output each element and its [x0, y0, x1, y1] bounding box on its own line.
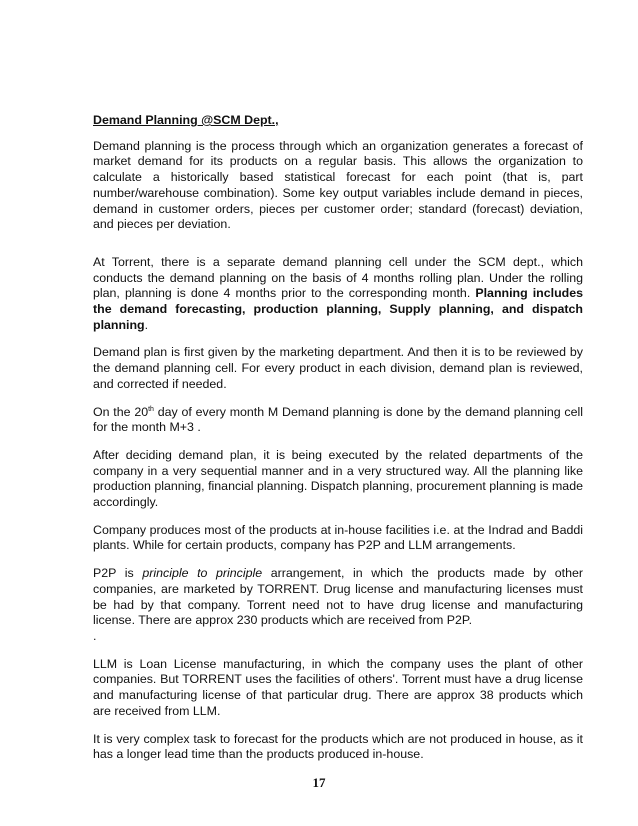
ordinal-superscript: th	[148, 405, 154, 413]
paragraph-text: day of every month M Demand planning is done by the demand planning cell for the month M+3 .	[93, 404, 584, 435]
paragraph-text: On the 20	[93, 404, 149, 419]
paragraph-monthly-schedule	[93, 405, 583, 436]
paragraph-in-house-facilities: Company produces most of the products at in-house facilities i.e. at the Indrad and Baddi plants. While for certain products, company has P2P and LLM arrangements.	[93, 522, 583, 553]
paragraph-text: P2P is	[93, 566, 143, 581]
paragraph-marketing-review: Demand plan is first given by the marketing department. And then it is to be reviewed by the demand planning cell. For every product in each division, demand plan is reviewed, and corrected if needed.	[93, 345, 583, 391]
paragraph-p2p	[93, 566, 583, 629]
stray-dot: .	[93, 628, 97, 643]
italic-principle-to-principle: principle to principle	[142, 566, 263, 581]
document-body	[93, 113, 583, 763]
paragraph-torrent-planning-cell	[93, 255, 583, 334]
paragraph-text: .	[144, 317, 149, 332]
paragraph-text: At Torrent, there is a separate demand planning cell under the SCM dept., which conducts the demand planning on the basis of 4 months rolling plan. Under the rolling plan, planning is done 4 months prior to the corresponding month.	[93, 254, 583, 301]
paragraph-text: arrangement, in which the products made by other companies, are marketed by TORRENT. Drug license and manufacturing licenses must be had by that company. Torrent need not to have drug license and manufacturing license. There are approx 230 products which are received from P2P.	[93, 566, 583, 628]
paragraph-demand-planning-definition: Demand planning is the process through which an organization generates a forecast of market demand for its products on a regular basis. This allows the organization to calculate a historically based statistical forecast for each point (that is, part number/warehouse combination). Some key output variables include demand in pieces, demand in customer orders, pieces per customer order; standard (forecast) deviation, and pieces per deviation.	[93, 138, 583, 232]
section-heading: Demand Planning @SCM Dept.,	[93, 113, 279, 127]
bold-planning-includes: Planning includes the demand forecasting, production planning, Supply planning, and dispatch planning	[93, 286, 583, 332]
paragraph-llm: LLM is Loan License manufacturing, in which the company uses the plant of other companies. But TORRENT uses the facilities of others'. Torrent must have a drug license and manufacturing license of that particular drug. There are approx 38 products which are received from LLM.	[93, 656, 583, 718]
page-number: 17	[312, 775, 326, 790]
paragraph-execution: After deciding demand plan, it is being executed by the related departments of the company in a very sequential manner and in a very structured way. All the planning like production planning, financial planning. Dispatch planning, procurement planning is made accordingly.	[93, 447, 583, 510]
paragraph-complex-forecast: It is very complex task to forecast for the products which are not produced in house, as it has a longer lead time than the products produced in-house.	[93, 731, 583, 762]
